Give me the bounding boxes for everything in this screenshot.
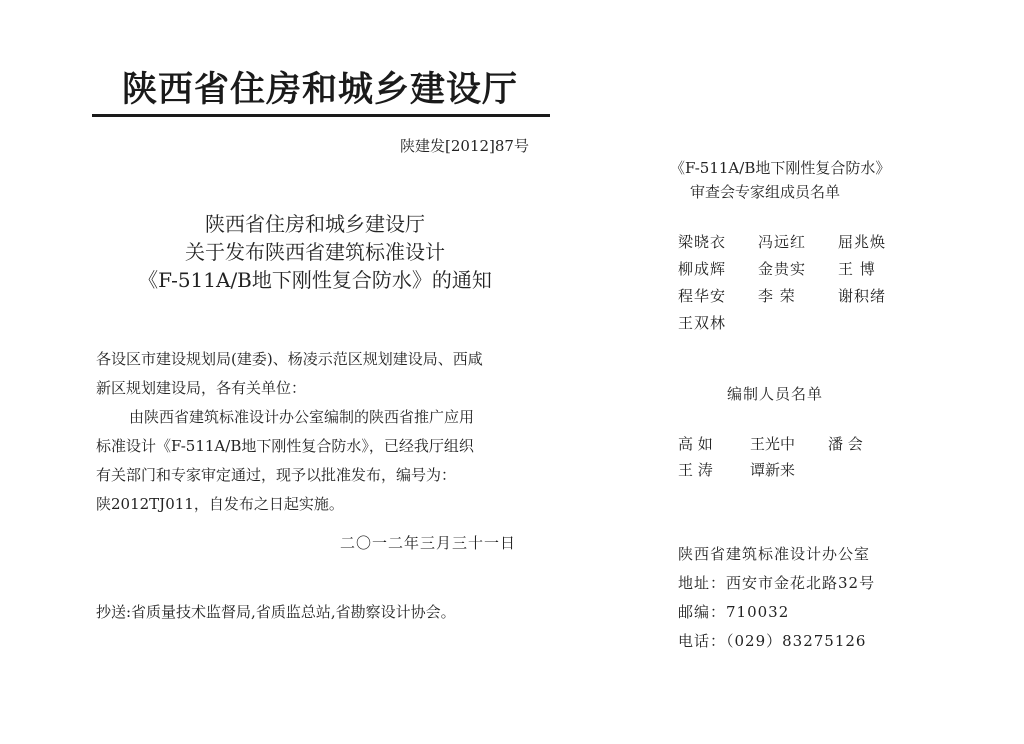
member-row <box>678 255 908 282</box>
notice-title <box>95 210 535 294</box>
compiler-row <box>678 456 863 482</box>
body-line-1: 各设区市建设规划局(建委)、杨凌示范区规划建设局、西咸 <box>96 350 483 368</box>
issue-date: 二〇一二年三月三十一日 <box>340 534 517 552</box>
review-title-line-2: 审查会专家组成员名单 <box>690 183 841 201</box>
notice-body <box>96 345 546 519</box>
notice-title-line-2: 关于发布陕西省建筑标准设计 <box>185 240 445 264</box>
review-committee-title <box>670 156 920 204</box>
member-row <box>678 228 908 255</box>
compiler-name: 谭新来 <box>750 460 796 479</box>
contact-org: 陕西省建筑标准设计办公室 <box>678 545 871 563</box>
review-title-line-1: 《F-511A/B地下刚性复合防水》 <box>670 159 891 177</box>
member-name: 金贵实 <box>758 260 807 278</box>
member-name: 谢积绪 <box>838 287 887 305</box>
member-name: 屈兆焕 <box>838 233 887 251</box>
notice-title-line-3: 《F-511A/B地下刚性复合防水》的通知 <box>138 268 492 292</box>
contact-block <box>678 540 875 656</box>
contact-postcode: 邮编：710032 <box>678 603 790 621</box>
member-name: 李 荣 <box>758 287 796 305</box>
member-row <box>678 309 908 336</box>
compiler-name: 王 涛 <box>678 460 713 479</box>
body-line-2: 新区规划建设局，各有关单位： <box>96 379 307 397</box>
masthead-rule <box>92 114 550 117</box>
contact-phone: 电话：（029）83275126 <box>678 632 867 650</box>
compiler-name: 潘 会 <box>828 434 863 453</box>
body-line-6: 陕2012TJ011，自发布之日起实施。 <box>96 495 344 513</box>
masthead-title: 陕西省住房和城乡建设厅 <box>122 69 519 110</box>
body-line-3: 由陕西省建筑标准设计办公室编制的陕西省推广应用 <box>129 408 475 426</box>
body-line-4: 标准设计《F-511A/B地下刚性复合防水》，已经我厅组织 <box>96 437 474 455</box>
member-name: 冯远红 <box>758 233 807 251</box>
compiler-name: 王光中 <box>750 434 796 453</box>
contact-address: 地址：西安市金花北路32号 <box>678 574 876 592</box>
body-line-5: 有关部门和专家审定通过，现予以批准发布，编号为： <box>96 466 457 484</box>
member-name: 梁晓衣 <box>678 233 727 251</box>
compiler-name: 高 如 <box>678 434 713 453</box>
member-name: 王双林 <box>678 314 727 332</box>
member-row <box>678 282 908 309</box>
member-name: 柳成辉 <box>678 260 727 278</box>
compilers-list <box>678 430 863 482</box>
member-name: 王 博 <box>838 260 876 278</box>
member-name: 程华安 <box>678 287 727 305</box>
compiler-row <box>678 430 863 456</box>
compilers-title: 编制人员名单 <box>727 385 824 403</box>
notice-title-line-1: 陕西省住房和城乡建设厅 <box>205 212 425 236</box>
cc-line: 抄送:省质量技术监督局,省质监总站,省勘察设计协会。 <box>96 603 456 621</box>
document-number: 陕建发[2012]87号 <box>400 137 529 155</box>
review-committee-members <box>678 228 908 336</box>
